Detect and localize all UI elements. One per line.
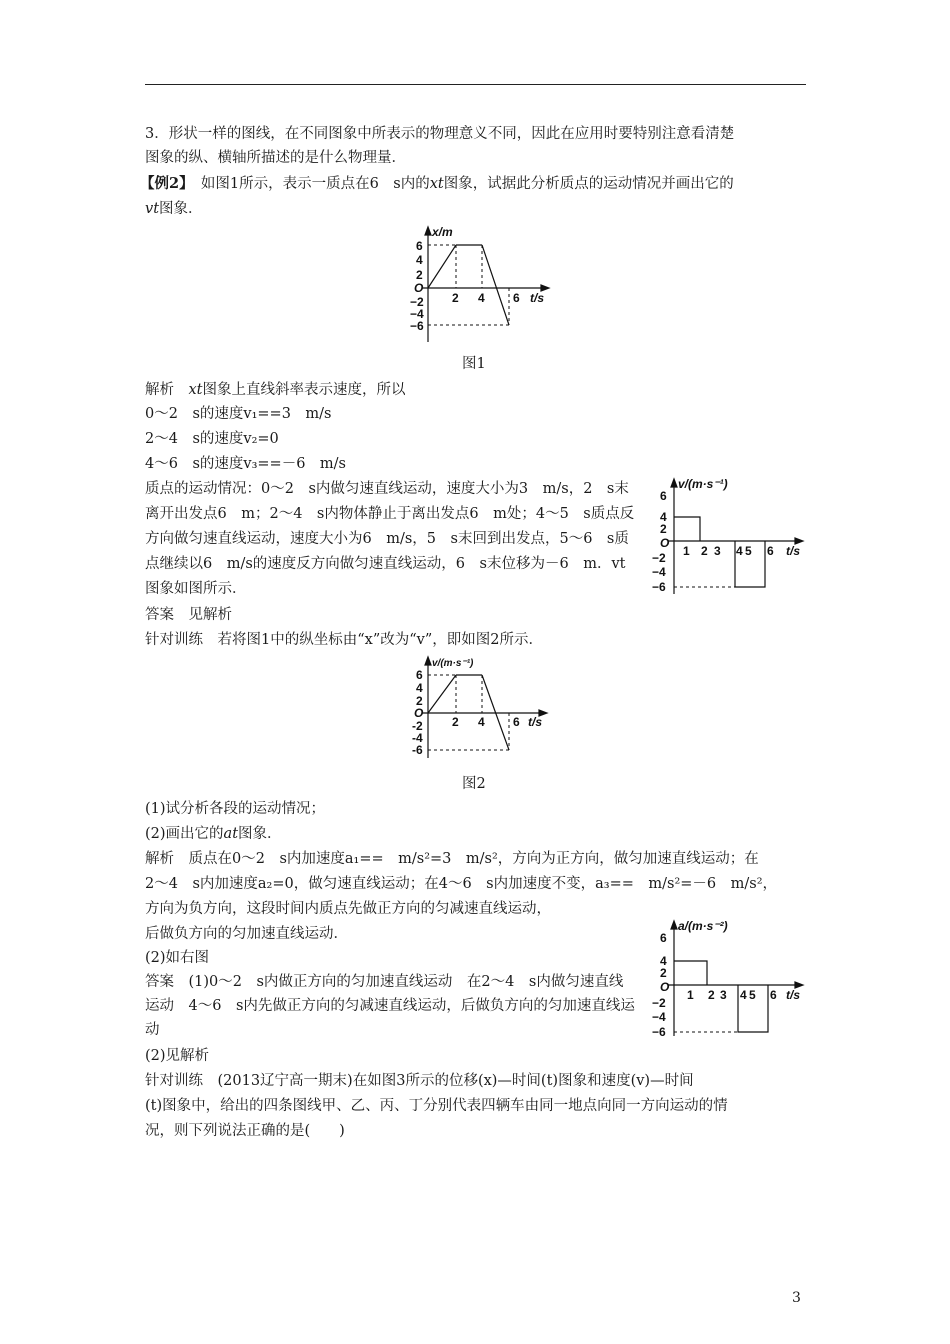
var-xt: xt bbox=[429, 176, 444, 192]
fig2-xtick: 2 bbox=[452, 715, 459, 729]
training-1: 针对训练 若将图1中的纵坐标由“x”改为“v”，即如图2所示． bbox=[145, 632, 543, 648]
example-2-line-1 bbox=[140, 172, 734, 196]
vt-ytick: −4 bbox=[652, 565, 666, 579]
training-2-line-3: 况，则下列说法正确的是( ) bbox=[145, 1123, 345, 1139]
var-vt: vt bbox=[145, 201, 160, 217]
question-2-text: (2)画出它的 bbox=[145, 826, 224, 842]
header-rule bbox=[145, 84, 806, 85]
var-xt: xt bbox=[188, 382, 203, 398]
fig2-ytick: 6 bbox=[416, 668, 423, 682]
at-ytick: 2 bbox=[660, 966, 667, 980]
at-origin: O bbox=[660, 980, 670, 994]
training-2-line-2: (t)图象中，给出的四条图线甲、乙、丙、丁分别代表四辆车由同一地点向同一方向运动的情 bbox=[145, 1098, 728, 1114]
analysis-2-line-1: 解析 质点在0～2 s内加速度a₁== m/s²=3 m/s²，方向为正方向，做匀加速直线运动；在 bbox=[145, 851, 759, 867]
analysis-2-line-4: 后做负方向的匀加速直线运动． bbox=[145, 926, 348, 942]
fig1-xlabel: t/s bbox=[530, 291, 545, 305]
vt-ylabel: v/(m·s⁻¹) bbox=[678, 477, 728, 491]
vt-xtick: 1 bbox=[683, 544, 690, 558]
analysis-2-line-3: 方向为负方向，这段时间内质点先做正方向的匀减速直线运动， bbox=[145, 901, 551, 917]
at-ytick: −6 bbox=[652, 1025, 666, 1039]
vt-ytick: −6 bbox=[652, 580, 666, 594]
fig1-xtick: 4 bbox=[478, 291, 485, 305]
vt-xtick: 3 bbox=[714, 544, 721, 558]
fig1-ytick: 2 bbox=[416, 268, 423, 282]
answer-2: 答案 (1)0～2 s内做正方向的匀加速直线运动 在2～4 s内做匀速直线运动 4～6 s内先做正方向的匀减速直线运动，后做负方向的匀加速直线运动 bbox=[145, 974, 635, 1038]
fig2-xtick: 6 bbox=[513, 715, 520, 729]
figure-vt-graph bbox=[650, 474, 810, 598]
analysis-2-line-5: (2)如右图 bbox=[145, 950, 210, 966]
figure-at-graph bbox=[650, 916, 810, 1040]
figure-2-vt-graph bbox=[392, 654, 562, 760]
fig1-ytick: 6 bbox=[416, 239, 423, 253]
fig2-ytick: 2 bbox=[416, 694, 423, 708]
motion-description: 质点的运动情况：0～2 s内做匀速直线运动，速度大小为3 m/s，2 s末离开出发点6 m；2～4 s内物体静止于离出发点6 m处；4～5 s质点反方向做匀速直线运动，速度大小为6 m/s，5 s末回到出发点，5～6 s质点继续以6 m/s的速度反方向做匀速直线运动，6 s末位移为－6 m．vt图象如图所示． bbox=[145, 481, 635, 597]
figure-1-xt-graph bbox=[392, 224, 562, 346]
at-ytick: 6 bbox=[660, 931, 667, 945]
analysis-1-intro bbox=[145, 378, 406, 402]
question-1: (1)试分析各段的运动情况； bbox=[145, 801, 326, 817]
fig2-ytick: -6 bbox=[412, 743, 423, 757]
vt-xtick: 6 bbox=[767, 544, 774, 558]
var-at: at bbox=[223, 826, 239, 842]
fig1-ytick: −2 bbox=[410, 295, 424, 309]
example-tag: 【例2】 bbox=[140, 175, 187, 192]
fig2-ytick: -2 bbox=[412, 719, 423, 733]
vt-origin: O bbox=[660, 536, 670, 550]
point-3-line-2: 图象的纵、横轴所描述的是什么物理量． bbox=[145, 150, 406, 166]
vt-ytick: 2 bbox=[660, 522, 667, 536]
question-2 bbox=[145, 822, 282, 846]
fig1-xtick: 2 bbox=[452, 291, 459, 305]
fig2-ytick: 4 bbox=[416, 681, 423, 695]
fig1-ytick: −6 bbox=[410, 319, 424, 333]
at-ytick: −2 bbox=[652, 996, 666, 1010]
at-ylabel: a/(m·s⁻²) bbox=[678, 919, 728, 933]
vt-ytick: −2 bbox=[652, 551, 666, 565]
vt-ytick: 4 bbox=[660, 510, 667, 524]
at-ytick: 4 bbox=[660, 954, 667, 968]
example-2-line-2 bbox=[145, 197, 203, 221]
fig1-xtick: 6 bbox=[513, 291, 520, 305]
analysis-2-line-2: 2～4 s内加速度a₂=0，做匀速直线运动；在4～6 s内加速度不变，a₃== m/s²=－6 m/s²， bbox=[145, 876, 778, 892]
fig1-ytick: 4 bbox=[416, 253, 423, 267]
velocity-2: 2～4 s的速度v₂=0 bbox=[145, 431, 279, 447]
fig1-origin: O bbox=[414, 281, 424, 295]
point-3-line-1: 3．形状一样的图线，在不同图象中所表示的物理意义不同，因此在应用时要特别注意看清楚 bbox=[145, 126, 735, 142]
answer-1: 答案 见解析 bbox=[145, 607, 232, 623]
vt-xtick: 4 bbox=[736, 544, 743, 558]
at-xlabel: t/s bbox=[786, 988, 801, 1002]
fig1-ytick: −4 bbox=[410, 307, 424, 321]
fig2-xtick: 4 bbox=[478, 715, 485, 729]
question-2-tail: 图象． bbox=[238, 826, 282, 842]
training-2-line-1: 针对训练 (2013辽宁高一期末)在如图3所示的位移(x)—时间(t)图象和速度(v)—时间 bbox=[145, 1073, 694, 1089]
fig2-xlabel: t/s bbox=[528, 715, 543, 729]
example-text-end: 图象． bbox=[159, 201, 203, 217]
page-number: 3 bbox=[792, 1290, 801, 1306]
at-xtick: 6 bbox=[770, 988, 777, 1002]
vt-xtick: 2 bbox=[701, 544, 708, 558]
fig2-origin: O bbox=[414, 706, 424, 720]
at-xtick: 2 bbox=[708, 988, 715, 1002]
at-xtick: 4 bbox=[740, 988, 747, 1002]
analysis-text: 图象上直线斜率表示速度，所以 bbox=[202, 382, 406, 398]
example-text-tail: 图象，试据此分析质点的运动情况并画出它的 bbox=[443, 176, 734, 192]
at-ytick: −4 bbox=[652, 1010, 666, 1024]
fig2-ytick: -4 bbox=[412, 731, 423, 745]
answer-2b: (2)见解析 bbox=[145, 1048, 210, 1064]
fig1-ylabel: x/m bbox=[432, 225, 453, 239]
velocity-3: 4～6 s的速度v₃==－6 m/s bbox=[145, 456, 346, 472]
example-text: 如图1所示，表示一质点在6 s内的 bbox=[186, 176, 430, 192]
analysis-label: 解析 bbox=[145, 382, 189, 398]
vt-ytick: 6 bbox=[660, 489, 667, 503]
at-xtick: 5 bbox=[749, 988, 756, 1002]
velocity-1: 0～2 s的速度v₁==3 m/s bbox=[145, 406, 332, 422]
vt-xlabel: t/s bbox=[786, 544, 801, 558]
figure-1-caption: 图1 bbox=[462, 356, 486, 372]
figure-2-caption: 图2 bbox=[462, 776, 486, 792]
fig2-ylabel: v/(m·s⁻¹) bbox=[432, 658, 474, 669]
vt-xtick: 5 bbox=[745, 544, 752, 558]
at-xtick: 1 bbox=[687, 988, 694, 1002]
at-xtick: 3 bbox=[720, 988, 727, 1002]
